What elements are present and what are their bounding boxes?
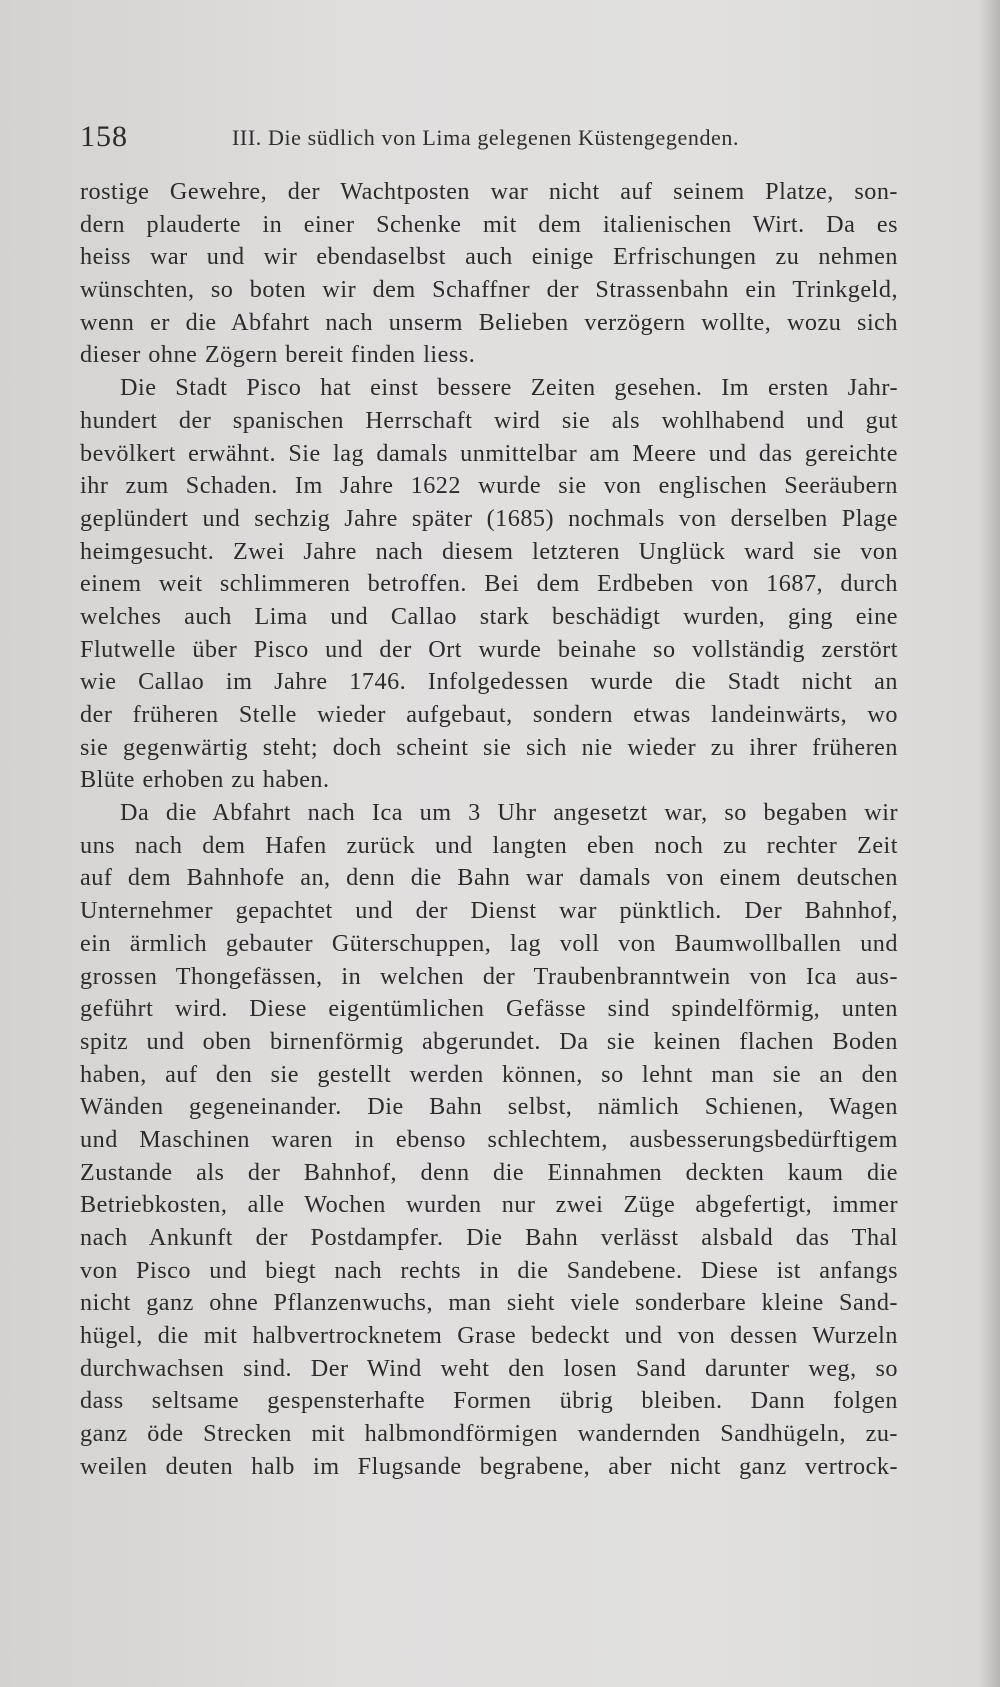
- text-line: Betriebkosten, alle Wochen wurden nur zwei Züge abgefertigt, immer: [80, 1191, 898, 1219]
- text-line: welches auch Lima und Callao stark beschädigt wurden, ging eine: [80, 602, 898, 630]
- page-number: 158: [80, 120, 128, 153]
- text-line: Die Stadt Pisco hat einst bessere Zeiten gesehen. Im ersten Jahr-: [120, 374, 898, 402]
- page-edge-shadow: [978, 0, 1000, 1687]
- text-line: dieser ohne Zögern bereit finden liess.: [80, 341, 476, 369]
- text-line: auf dem Bahnhofe an, denn die Bahn war damals von einem deutschen: [80, 864, 898, 892]
- running-title: III. Die südlich von Lima gelegenen Küstengegenden.: [232, 125, 740, 150]
- text-line: und Maschinen waren in ebenso schlechtem, ausbesserungsbedürftigem: [80, 1125, 898, 1153]
- text-line: sie gegenwärtig steht; doch scheint sie sich nie wieder zu ihrer früheren: [80, 733, 898, 761]
- text-line: einem weit schlimmeren betroffen. Bei dem Erdbeben von 1687, durch: [80, 570, 898, 598]
- text-line: dass seltsame gespensterhafte Formen übrig bleiben. Dann folgen: [80, 1387, 898, 1415]
- text-line: Flutwelle über Pisco und der Ort wurde beinahe so vollständig zerstört: [80, 635, 898, 663]
- text-line: rostige Gewehre, der Wachtposten war nicht auf seinem Platze, son-: [80, 178, 898, 205]
- text-line: spitz und oben birnenförmig abgerundet. Da sie keinen flachen Boden: [80, 1027, 898, 1055]
- text-line: geführt wird. Diese eigentümlichen Gefässe sind spindelförmig, unten: [80, 995, 898, 1023]
- text-line: von Pisco und biegt nach rechts in die Sandebene. Diese ist anfangs: [80, 1256, 898, 1284]
- text-line: Unternehmer gepachtet und der Dienst war pünktlich. Der Bahnhof,: [80, 897, 898, 925]
- text-line: geplündert und sechzig Jahre später (1685) nochmals von derselben Plage: [80, 504, 898, 532]
- text-line: Wänden gegeneinander. Die Bahn selbst, nämlich Schienen, Wagen: [80, 1093, 898, 1121]
- text-line: Da die Abfahrt nach Ica um 3 Uhr angesetzt war, so begaben wir: [120, 799, 898, 827]
- text-line: ihr zum Schaden. Im Jahre 1622 wurde sie von englischen Seeräubern: [80, 472, 898, 500]
- body-text: [80, 176, 898, 1484]
- text-line: wenn er die Abfahrt nach unserm Belieben verzögern wollte, wozu sich: [80, 308, 898, 336]
- text-line: grossen Thongefässen, in welchen der Traubenbranntwein von Ica aus-: [80, 962, 898, 990]
- text-line: wünschten, so boten wir dem Schaffner der Strassenbahn ein Trinkgeld,: [80, 276, 898, 304]
- text-line: Zustande als der Bahnhof, denn die Einnahmen deckten kaum die: [80, 1158, 898, 1186]
- text-line: wie Callao im Jahre 1746. Infolgedessen wurde die Stadt nicht an: [80, 668, 898, 696]
- text-line: ganz öde Strecken mit halbmondförmigen wandernden Sandhügeln, zu-: [80, 1420, 898, 1448]
- text-line: haben, auf den sie gestellt werden können, so lehnt man sie an den: [80, 1060, 898, 1088]
- text-line: ein ärmlich gebauter Güterschuppen, lag voll von Baumwollballen und: [80, 929, 898, 957]
- text-line: uns nach dem Hafen zurück und langten eben noch zu rechter Zeit: [80, 831, 898, 859]
- text-line: der früheren Stelle wieder aufgebaut, sondern etwas landeinwärts, wo: [80, 701, 898, 728]
- text-line: hundert der spanischen Herrschaft wird sie als wohlhabend und gut: [80, 406, 898, 434]
- text-line: nach Ankunft der Postdampfer. Die Bahn verlässt alsbald das Thal: [80, 1224, 898, 1251]
- text-line: bevölkert erwähnt. Sie lag damals unmittelbar am Meere und das gereichte: [80, 439, 898, 467]
- page-header: [80, 120, 920, 160]
- text-line: dern plauderte in einer Schenke mit dem italienischen Wirt. Da es: [80, 210, 898, 238]
- text-line: nicht ganz ohne Pflanzenwuchs, man sieht viele sonderbare kleine Sand-: [80, 1289, 898, 1317]
- text-line: heiss war und wir ebendaselbst auch einige Erfrischungen zu nehmen: [80, 243, 898, 271]
- text-line: weilen deuten halb im Flugsande begrabene, aber nicht ganz vertrock-: [80, 1452, 898, 1480]
- text-line: hügel, die mit halbvertrocknetem Grase bedeckt und von dessen Wurzeln: [80, 1322, 898, 1350]
- text-line: Blüte erhoben zu haben.: [80, 766, 330, 794]
- text-line: heimgesucht. Zwei Jahre nach diesem letzteren Unglück ward sie von: [80, 537, 898, 565]
- text-line: durchwachsen sind. Der Wind weht den losen Sand darunter weg, so: [80, 1354, 898, 1382]
